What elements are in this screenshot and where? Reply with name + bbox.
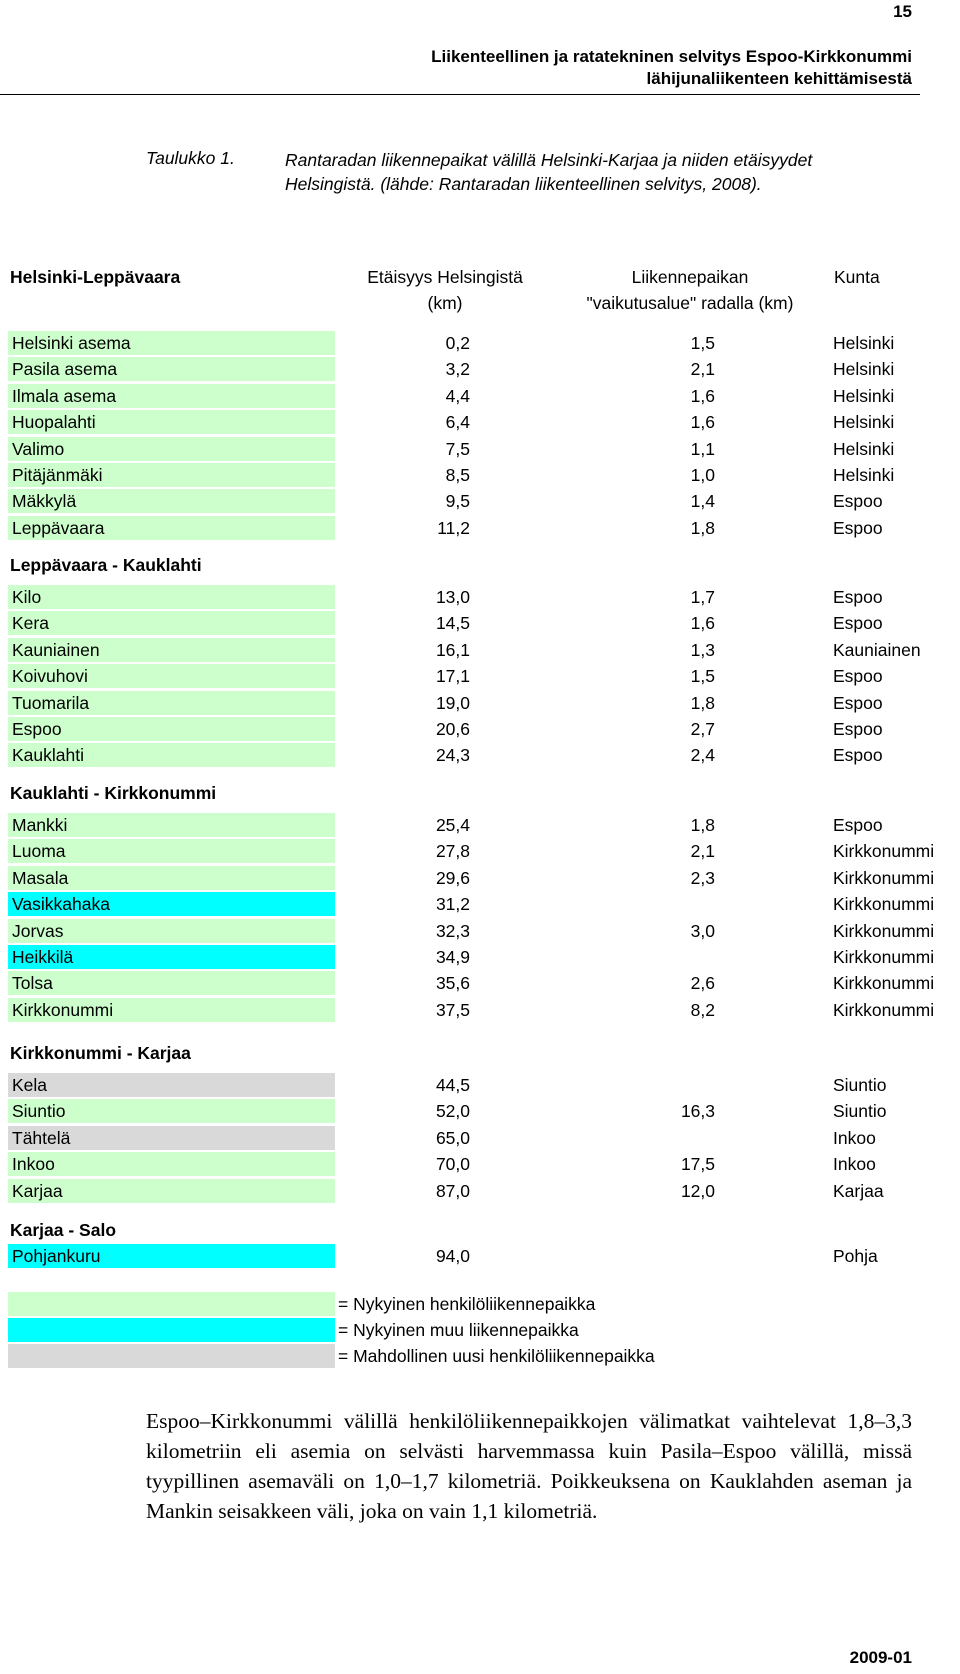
station-kunta: Espoo — [833, 518, 883, 538]
station-kunta: Kirkkonummi — [833, 921, 935, 941]
station-kunta: Helsinki — [833, 412, 895, 432]
station-name: Kera — [8, 611, 335, 635]
station-kunta: Helsinki — [833, 386, 895, 406]
station-distance: 14,5 — [435, 613, 470, 633]
table-row — [0, 891, 960, 917]
station-kunta: Espoo — [833, 745, 883, 765]
station-kunta: Kauniainen — [833, 640, 921, 660]
section-title-first: Helsinki-Leppävaara — [10, 267, 181, 287]
table-row — [0, 1151, 960, 1177]
station-kunta: Espoo — [833, 587, 883, 607]
station-kunta: Siuntio — [833, 1101, 887, 1121]
station-distance: 87,0 — [435, 1181, 470, 1201]
station-kunta: Espoo — [833, 815, 883, 835]
station-name: Leppävaara — [8, 516, 335, 540]
section-title: Kirkkonummi - Karjaa — [10, 1043, 191, 1063]
station-name: Tähtelä — [8, 1126, 335, 1150]
station-kunta: Espoo — [833, 719, 883, 739]
station-kunta: Kirkkonummi — [833, 947, 935, 967]
legend-swatch — [8, 1292, 335, 1316]
station-kunta: Karjaa — [833, 1181, 884, 1201]
station-area: 1,6 — [690, 412, 715, 432]
station-distance: 4,4 — [445, 386, 470, 406]
table-row — [0, 663, 960, 689]
table-row — [0, 462, 960, 488]
station-name: Espoo — [8, 717, 335, 741]
station-area: 2,7 — [690, 719, 715, 739]
station-area: 17,5 — [680, 1154, 715, 1174]
legend-item — [8, 1291, 960, 1317]
station-kunta: Espoo — [833, 613, 883, 633]
column-header-distance-line-1: Etäisyys Helsingistä — [367, 267, 523, 287]
footer-date: 2009-01 — [849, 1648, 912, 1667]
station-name: Kauniainen — [8, 638, 335, 662]
section-title: Karjaa - Salo — [10, 1220, 117, 1240]
station-area: 1,0 — [690, 465, 715, 485]
station-distance: 9,5 — [445, 491, 470, 511]
table-caption-label: Taulukko 1. — [146, 148, 235, 168]
station-distance: 32,3 — [435, 921, 470, 941]
table-row — [0, 690, 960, 716]
station-distance: 65,0 — [435, 1128, 470, 1148]
station-name: Tolsa — [8, 971, 335, 995]
column-header-area — [555, 264, 825, 316]
table-row — [0, 488, 960, 514]
legend-item — [8, 1343, 960, 1369]
station-name: Heikkilä — [8, 945, 335, 969]
table-row — [0, 1072, 960, 1098]
station-distance: 11,2 — [437, 518, 470, 538]
table-row — [0, 356, 960, 382]
column-header-area-line-2: "vaikutusalue" radalla (km) — [586, 293, 794, 313]
table-row — [0, 1178, 960, 1204]
station-distance: 94,0 — [435, 1246, 470, 1266]
table-row — [0, 584, 960, 610]
table-row — [0, 997, 960, 1023]
station-name: Tuomarila — [8, 691, 335, 715]
station-name: Ilmala asema — [8, 384, 335, 408]
station-distance: 31,2 — [435, 894, 470, 914]
station-name: Mäkkylä — [8, 489, 335, 513]
table-row — [0, 515, 960, 541]
station-name: Inkoo — [8, 1152, 335, 1176]
station-area: 3,0 — [690, 921, 715, 941]
station-distance: 17,1 — [435, 666, 470, 686]
table-row — [0, 716, 960, 742]
station-distance: 8,5 — [445, 465, 470, 485]
table-row — [0, 1098, 960, 1124]
station-kunta: Helsinki — [833, 465, 895, 485]
table-row — [0, 865, 960, 891]
station-name: Huopalahti — [8, 410, 335, 434]
station-name: Vasikkahaka — [8, 892, 335, 916]
station-area: 1,3 — [690, 640, 715, 660]
station-distance: 37,5 — [435, 1000, 470, 1020]
station-area: 2,6 — [690, 973, 715, 993]
station-kunta: Kirkkonummi — [833, 1000, 935, 1020]
station-kunta: Inkoo — [833, 1154, 876, 1174]
station-name: Kirkkonummi — [8, 998, 335, 1022]
header-rule — [0, 94, 920, 95]
station-kunta: Kirkkonummi — [833, 841, 935, 861]
station-distance: 35,6 — [435, 973, 470, 993]
station-area: 2,4 — [690, 745, 715, 765]
column-header-distance — [330, 264, 560, 316]
legend-text: = Nykyinen muu liikennepaikka — [338, 1320, 579, 1340]
station-name: Pohjankuru — [8, 1244, 335, 1268]
station-name: Karjaa — [8, 1179, 335, 1203]
station-name: Kauklahti — [8, 743, 335, 767]
station-area: 1,5 — [690, 333, 715, 353]
station-distance: 44,5 — [435, 1075, 470, 1095]
station-name: Kela — [8, 1073, 335, 1097]
body-paragraph: Espoo–Kirkkonummi välillä henkilöliikennepaikkojen välimatkat vaihtelevat 1,8–3,3 kilometriin eli asemia on selvästi harvemmassa kuin Pasila–Espoo välillä, missä tyypillinen asemaväli on 1,0–1,7 kilometriä. Poikkeuksena on Kauklahden aseman ja Mankin seisakkeen väli, joka on vain 1,1 kilometriä. — [146, 1409, 912, 1523]
table-row — [0, 330, 960, 356]
legend-item — [8, 1317, 960, 1343]
table-row — [0, 383, 960, 409]
station-kunta: Helsinki — [833, 439, 895, 459]
station-kunta: Espoo — [833, 491, 883, 511]
station-kunta: Siuntio — [833, 1075, 887, 1095]
station-name: Valimo — [8, 437, 335, 461]
station-distance: 16,1 — [435, 640, 470, 660]
station-kunta: Pohja — [833, 1246, 878, 1266]
station-area: 1,6 — [690, 613, 715, 633]
station-kunta: Helsinki — [833, 333, 895, 353]
station-area: 2,3 — [690, 868, 715, 888]
station-distance: 52,0 — [435, 1101, 470, 1121]
column-header-distance-line-2: (km) — [427, 293, 463, 313]
legend-swatch — [8, 1344, 335, 1368]
legend-text: = Nykyinen henkilöliikennepaikka — [338, 1294, 596, 1314]
table-row — [0, 637, 960, 663]
section-title: Kauklahti - Kirkkonummi — [10, 783, 217, 803]
station-distance: 70,0 — [435, 1154, 470, 1174]
station-area: 1,8 — [690, 693, 715, 713]
station-area: 2,1 — [690, 359, 715, 379]
station-kunta: Inkoo — [833, 1128, 876, 1148]
table-row — [0, 838, 960, 864]
table-row — [0, 742, 960, 768]
station-distance: 7,5 — [445, 439, 470, 459]
station-kunta: Kirkkonummi — [833, 973, 935, 993]
table-row — [0, 812, 960, 838]
document-title-line-1: Liikenteellinen ja ratatekninen selvitys Espoo-Kirkkonummi — [431, 47, 912, 66]
station-distance: 13,0 — [435, 587, 470, 607]
section-title: Leppävaara - Kauklahti — [10, 555, 202, 575]
station-area: 1,6 — [690, 386, 715, 406]
station-kunta: Helsinki — [833, 359, 895, 379]
station-name: Koivuhovi — [8, 664, 335, 688]
legend-swatch — [8, 1318, 335, 1342]
station-area: 1,5 — [690, 666, 715, 686]
legend-text: = Mahdollinen uusi henkilöliikennepaikka — [338, 1346, 655, 1366]
table-caption-text: Rantaradan liikennepaikat välillä Helsinki-Karjaa ja niiden etäisyydet Helsingistä. (lähde: Rantaradan liikenteellinen selvitys, 2008). — [285, 150, 813, 194]
station-distance: 0,2 — [445, 333, 470, 353]
station-name: Pitäjänmäki — [8, 463, 335, 487]
table-row — [0, 409, 960, 435]
station-name: Pasila asema — [8, 357, 335, 381]
station-area: 1,8 — [690, 815, 715, 835]
station-kunta: Kirkkonummi — [833, 868, 935, 888]
station-area: 1,7 — [690, 587, 715, 607]
station-kunta: Kirkkonummi — [833, 894, 935, 914]
station-distance: 25,4 — [435, 815, 470, 835]
station-distance: 3,2 — [445, 359, 470, 379]
station-area: 1,8 — [690, 518, 715, 538]
station-area: 1,4 — [690, 491, 715, 511]
station-distance: 6,4 — [445, 412, 470, 432]
station-name: Masala — [8, 866, 335, 890]
column-header-area-line-1: Liikennepaikan — [631, 267, 749, 287]
table-row — [0, 944, 960, 970]
table-row — [0, 1125, 960, 1151]
table-row — [0, 970, 960, 996]
column-header-kunta: Kunta — [834, 267, 880, 287]
table-row — [0, 918, 960, 944]
station-area: 1,1 — [690, 439, 715, 459]
table-row — [0, 610, 960, 636]
page-number: 15 — [893, 2, 912, 21]
station-distance: 19,0 — [435, 693, 470, 713]
station-name: Kilo — [8, 585, 335, 609]
table-row — [0, 436, 960, 462]
station-area: 2,1 — [690, 841, 715, 861]
station-area: 16,3 — [680, 1101, 715, 1121]
document-title-line-2: lähijunaliikenteen kehittämisestä — [646, 69, 912, 88]
document-title — [431, 46, 912, 90]
station-name: Siuntio — [8, 1099, 335, 1123]
station-distance: 29,6 — [435, 868, 470, 888]
station-distance: 27,8 — [435, 841, 470, 861]
station-name: Luoma — [8, 839, 335, 863]
station-distance: 24,3 — [435, 745, 470, 765]
station-distance: 34,9 — [435, 947, 470, 967]
table-row — [0, 1243, 960, 1269]
station-kunta: Espoo — [833, 693, 883, 713]
station-distance: 20,6 — [435, 719, 470, 739]
station-kunta: Espoo — [833, 666, 883, 686]
station-name: Mankki — [8, 813, 335, 837]
station-name: Helsinki asema — [8, 331, 335, 355]
station-area: 8,2 — [690, 1000, 715, 1020]
station-area: 12,0 — [680, 1181, 715, 1201]
station-name: Jorvas — [8, 919, 335, 943]
